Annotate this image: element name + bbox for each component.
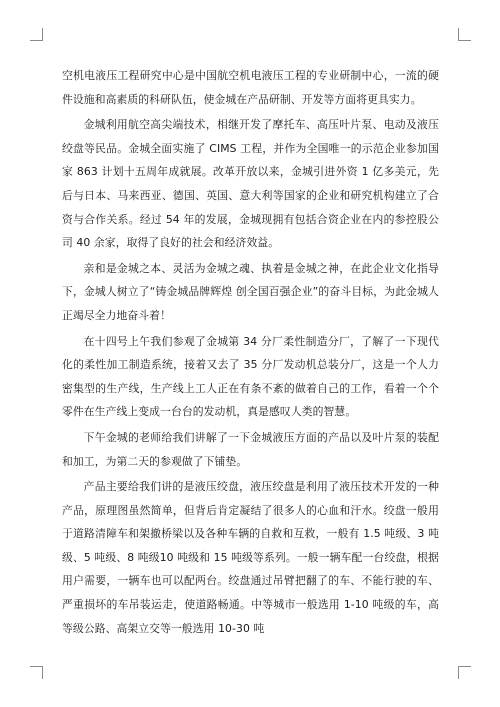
crop-mark-top-right xyxy=(458,28,471,41)
crop-mark-top-left xyxy=(30,28,43,41)
crop-mark-bottom-left xyxy=(30,666,43,679)
paragraph-afternoon-lecture: 下午金城的老师给我们讲解了一下金城液压方面的产品以及叶片泵的装配和加工，为第二天的参观做了下铺垫。 xyxy=(62,430,439,468)
crop-mark-bottom-right xyxy=(458,666,471,679)
paragraph-corporate-culture: 亲和是金城之本、灵活为金城之魂、执着是金城之神，在此企业文化指导下，金城人树立了“铸金城品牌辉煌 创全国百强企业”的奋斗目标，为此金城人正竭尽全力地奋斗着！ xyxy=(62,261,439,322)
document-body xyxy=(62,64,439,640)
paragraph-continued: 空机电液压工程研究中心是中国航空机电液压工程的专业研制中心，一流的硬件设施和高素质的科研队伍，使金城在产品研制、开发等方面将更具实力。 xyxy=(62,69,439,106)
paragraph-civil-products: 金城利用航空高尖端技术，相继开发了摩托车、高压叶片泵、电动及液压绞盘等民品。金城全面实施了 CIMS 工程，并作为全国唯一的示范企业参加国家 863 计划十五周年成就展。改革开放以来，金城引进外资 1 亿多美元，先后与日本、马来西亚、德国、英国、意大利等国家的企业和研究机构建立了合资与合作关系。经过 54 年的发展，金城现拥有包括合资企业在内的参控股公司 40 余家，取得了良好的社会和经济效益。 xyxy=(62,118,439,250)
paragraph-factory-visit: 在十四号上午我们参观了金城第 34 分厂柔性制造分厂，了解了一下现代化的柔性加工制造系统，接着又去了 35 分厂发动机总装分厂，这是一个人力密集型的生产线，生产线上工人正在有条不紊的做着自己的工作，看着一个个零件在生产线上变成一台台的发动机，真是感叹人类的智慧。 xyxy=(62,334,439,419)
paragraph-hydraulic-winch: 产品主要给我们讲的是液压绞盘，液压绞盘是利用了液压技术开发的一种产品，原理图虽然简单，但背后肯定凝结了很多人的心血和汗水。绞盘一般用于道路清障车和架撤桥梁以及各种车辆的自救和互救，一般有 1.5 吨级、3 吨级、5 吨级、8 吨级10 吨级和 15 吨级等系列。一般一辆车配一台绞盘，根据用户需要，一辆车也可以配两台。绞盘通过吊臂把翻了的车、不能行驶的车、严重损坏的车吊装运走，使道路畅通。中等城市一般选用 1-10 吨级的车，高等级公路、高架立交等一般选用 10-30 吨 xyxy=(62,480,439,635)
